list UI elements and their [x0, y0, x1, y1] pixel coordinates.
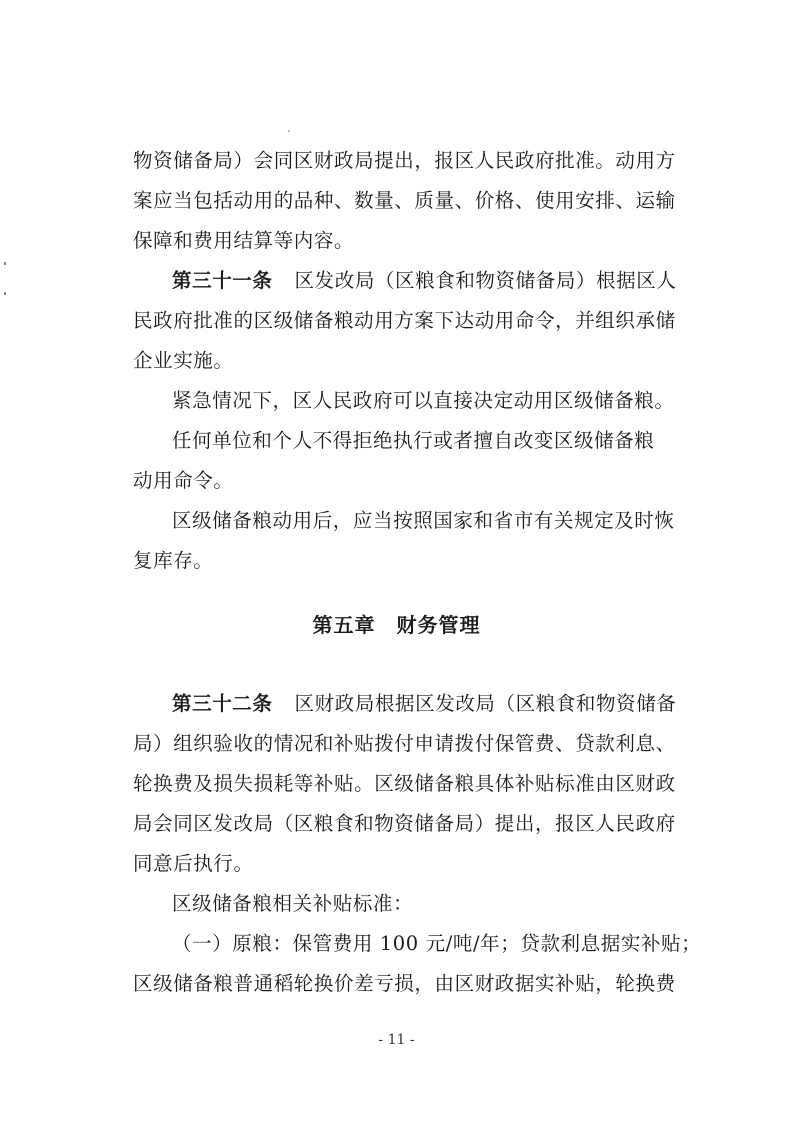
text-line: 区财政局根据区发改局（区粮食和物资储备: [294, 692, 677, 715]
chapter-heading: 第五章 财务管理: [312, 613, 481, 637]
scan-speck: [4, 262, 6, 265]
text-line: 局）组织验收的情况和补贴拨付申请拨付保管费、贷款利息、: [133, 732, 676, 755]
text-line: （一）原粮：保管费用 100 元/吨/年；贷款利息据实补贴；: [172, 932, 702, 955]
text-line: 任何单位和个人不得拒绝执行或者擅自改变区级储备粮: [172, 429, 655, 452]
text-line: 企业实施。: [133, 349, 234, 372]
article-32-label: 第三十二条: [172, 692, 273, 715]
text-line: 民政府批准的区级储备粮动用方案下达动用命令，并组织承储: [133, 309, 676, 332]
text-line: 动用命令。: [133, 469, 234, 492]
text-line: 轮换费及损失损耗等补贴。区级储备粮具体补贴标准由区财政: [133, 772, 676, 795]
article-31-label: 第三十一条: [172, 269, 273, 292]
page-number: - 11 -: [378, 1032, 415, 1048]
text-line: 复库存。: [133, 549, 214, 572]
scan-speck: [288, 130, 290, 132]
text-line: 保障和费用结算等内容。: [133, 229, 355, 252]
article-31-paragraph: [172, 268, 693, 294]
text-line: 局会同区发改局（区粮食和物资储备局）提出，报区人民政府: [133, 812, 676, 835]
text-line: 同意后执行。: [133, 852, 254, 875]
scan-speck: [4, 292, 6, 295]
text-line: 区级储备粮相关补贴标准：: [172, 892, 414, 915]
text-line: 区级储备粮普通稻轮换价差亏损，由区财政据实补贴，轮换费: [133, 972, 676, 995]
text-line: 物资储备局）会同区财政局提出，报区人民政府批准。动用方: [133, 149, 676, 172]
text-line: 区级储备粮动用后，应当按照国家和省市有关规定及时恢: [172, 509, 675, 532]
text-line: 案应当包括动用的品种、数量、质量、价格、使用安排、运输: [133, 189, 676, 212]
article-32-paragraph: [172, 691, 693, 717]
text-line: 区发改局（区粮食和物资储备局）根据区人: [294, 269, 677, 292]
text-line: 紧急情况下，区人民政府可以直接决定动用区级储备粮。: [172, 389, 675, 412]
